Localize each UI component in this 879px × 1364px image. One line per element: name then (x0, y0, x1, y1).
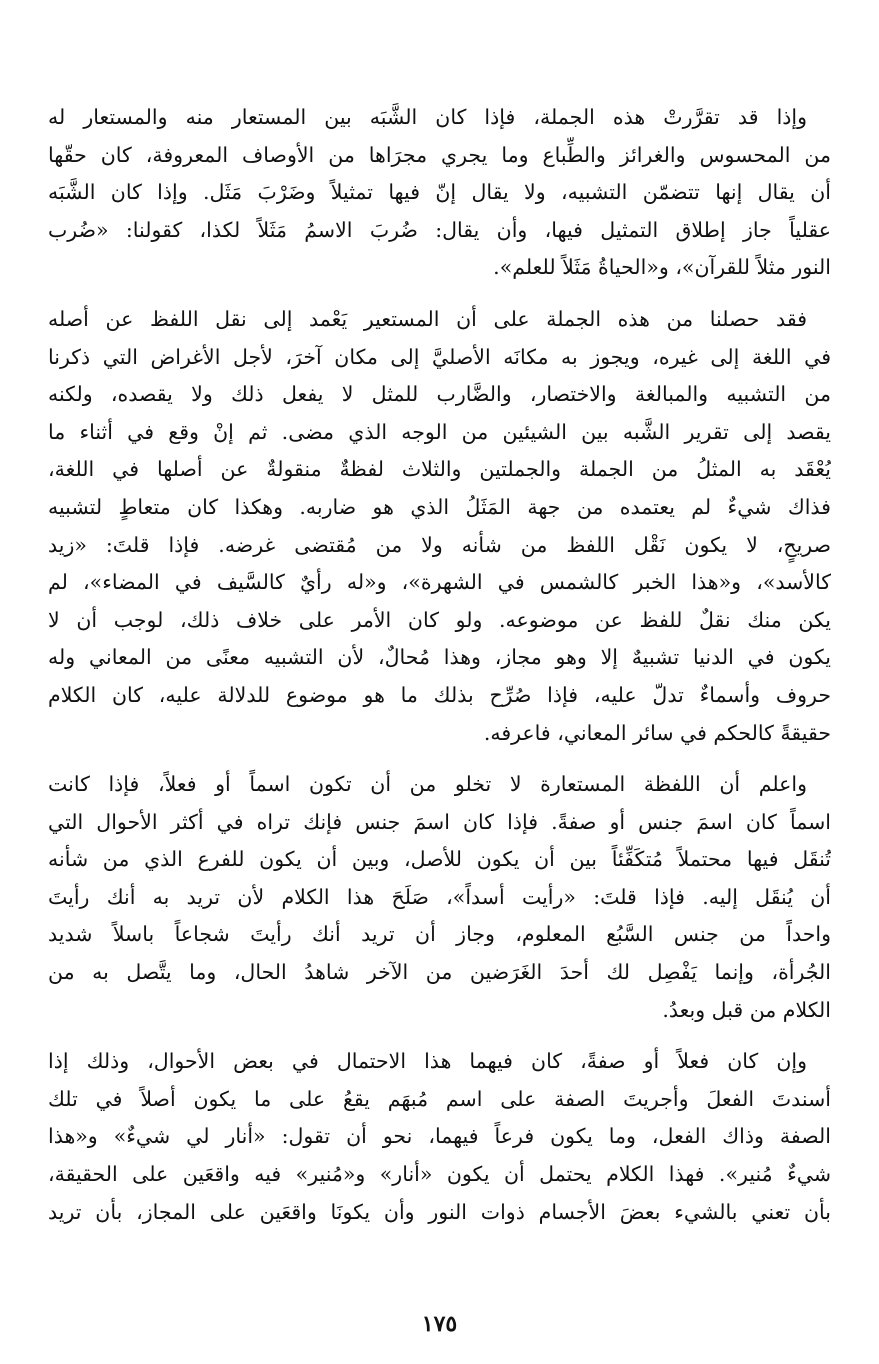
text-line: من المحسوس والغرائز والطِّباع وما يجري مجرَاها من الأوصاف المعروفة، كان حقّها (48, 142, 831, 167)
text-line: عقلياً جاز إطلاق التمثيل فيها، وأن يقال: ضُربَ الاسمُ مَثَلاً لكذا، كقولنا: «ضُرب (48, 217, 831, 242)
text-line: الكلام من قبل وبعدُ. (662, 997, 831, 1022)
text-line: الصفة وذاك الفعل، وما يكون فرعاً فيهما، نحو أن تقول: «أنار لي شيءٌ» و«هذا (48, 1124, 831, 1149)
text-line: النور مثلاً للقرآن»، و«الحياةُ مَثَلاً للعلم». (493, 255, 831, 280)
text-line: يُعْقَد به المثلُ من الجملة والجملتين والثلاث لفظةٌ منقولةٌ عن أصلها في اللغة، (48, 457, 831, 482)
text-line: يكون في الدنيا تشبيهٌ إلا وهو مجاز، وهذا مُحالٌ، لأن التشبيه معنًى من المعاني وله (48, 645, 831, 670)
text-line: حروف وأسماءٌ تدلّ عليه، فإذا صُرِّح بذلك ما هو موضوع للدلالة عليه، كان الكلام (48, 682, 831, 707)
text-line: صريحٍ، لا يكون نَقْل اللفظ من شأنه ولا من مُقتضى غرضه. فإذا قلتَ: «زيد (48, 532, 831, 557)
text-line: شيءٌ مُنير». فهذا الكلام يحتمل أن يكون «أنار» و«مُنير» فيه واقعَين على الحقيقة، (48, 1162, 831, 1187)
text-line: تُنقَل فيها محتملاً مُتكَفِّئاً بين أن يكون للأصل، وبين أن يكون للفرع الذي من شأنه (48, 847, 831, 872)
text-line: فذاك شيءٌ لم يعتمده من جهة المَثَلُ الذي هو ضاربه. وهكذا كان متعاطٍ لتشبيه (48, 494, 831, 519)
text-line: واحداً من جنس السَّبُع المعلوم، وجاز أن تريد أنك رأيتَ شجاعاً باسلاً شديد (48, 922, 831, 947)
paragraph-spacer (48, 1029, 831, 1043)
text-line: يقصد إلى تقرير الشَّبه بين الشيئين من الوجه الذي مضى. ثم إنْ وقع في أثناء ما (48, 419, 831, 444)
text-line: أن يقال إنها تتضمّن التشبيه، ولا يقال إنّ فيها تمثيلاً وضَرْبَ مَثَل. وإذا كان الشَّبَه (48, 180, 831, 205)
paragraph-3 (48, 766, 831, 1029)
text-line: أسندتَ الفعلَ وأجريتَ الصفة على اسم مُبهَم يقعُ على ما يكون أصلاً في تلك (48, 1086, 831, 1111)
text-line: كالأسد»، و«هذا الخبر كالشمس في الشهرة»، و«له رأيٌ كالسَّيف في المضاء»، لم (48, 570, 831, 595)
text-line: من التشبيه والمبالغة والاختصار، والضَّارب للمثل لا يفعل ذلك ولا يقصده، ولكنه (48, 382, 831, 407)
page-number: ١٧٥ (421, 1311, 458, 1337)
paragraph-2 (48, 301, 831, 752)
text-line: بأن تعني بالشيء بعضَ الأجسام ذوات النور وأن يكونَا واقعَين على المجاز، بأن تريد (48, 1199, 831, 1224)
paragraph-spacer (48, 752, 831, 766)
text-line: الجُرأة، وإنما يَفْصِل لك أحدَ الغَرَضين من الآخر شاهدُ الحال، وما يتَّصل به من (48, 960, 831, 985)
paragraph-spacer (48, 287, 831, 301)
text-line: فقد حصلنا من هذه الجملة على أن المستعير يَعْمد إلى نقل اللفظ عن أصله (48, 306, 807, 331)
paragraph-1 (48, 99, 831, 287)
body-text (48, 99, 831, 1231)
text-line: وإن كان فعلاً أو صفةً، كان فيهما هذا الاحتمال في بعض الأحوال، وذلك إذا (48, 1049, 807, 1074)
text-line: أن يُنقَل إليه. فإذا قلتَ: «رأيت أسداً»، صَلَحَ هذا الكلام لأن تريد به أنك رأيتَ (48, 884, 831, 909)
text-line: واعلم أن اللفظة المستعارة لا تخلو من أن تكون اسماً أو فعلاً، فإذا كانت (48, 772, 807, 797)
text-line: اسماً كان اسمَ جنس أو صفةً. فإذا كان اسمَ جنس فإنك تراه في أكثر الأحوال التي (48, 809, 831, 834)
text-line: وإذا قد تقرَّرتْ هذه الجملة، فإذا كان الشَّبَه بين المستعار منه والمستعار له (48, 105, 807, 129)
paragraph-4 (48, 1043, 831, 1231)
text-line: في اللغة إلى غيره، ويجوز به مكانَه الأصليَّ إلى مكان آخرَ، لأجل الأغراض التي ذكرنا (48, 344, 831, 369)
text-line: حقيقةً كالحكم في سائر المعاني، فاعرفه. (483, 720, 831, 745)
text-line: يكن منك نقلٌ للفظ عن موضوعه. ولو كان الأمر على خلاف ذلك، لوجب أن لا (48, 607, 831, 632)
